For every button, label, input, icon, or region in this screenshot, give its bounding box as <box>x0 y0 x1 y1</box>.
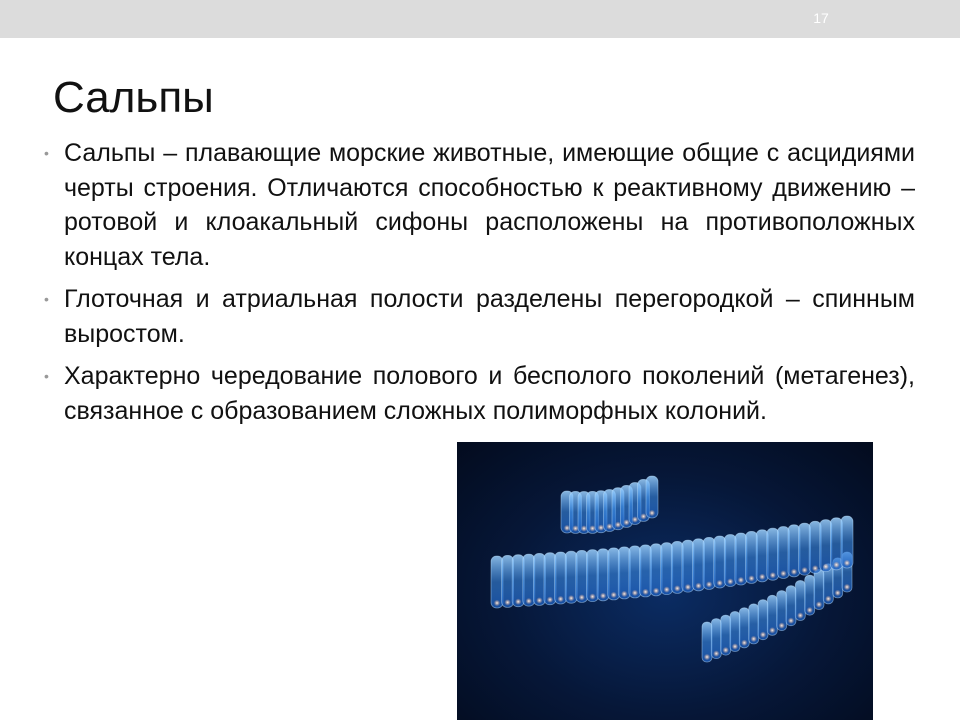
salp-nucleus <box>844 584 850 590</box>
salp-nucleus <box>816 601 822 607</box>
salp-nucleus <box>780 570 786 576</box>
bullet-text: Характерно чередование полового и бесполого поколений (метагенез), связанное с образованием сложных полиморфных колоний. <box>64 362 915 425</box>
salp-nucleus <box>760 632 766 638</box>
salp-nucleus <box>611 592 617 598</box>
salp-nucleus <box>653 588 659 594</box>
slide-number: 17 <box>813 10 829 26</box>
salp-nucleus <box>769 627 775 633</box>
salp-nucleus <box>515 599 521 605</box>
bullet-list <box>40 136 915 436</box>
salp-nucleus <box>706 581 712 587</box>
salp-colony-illustration <box>457 442 873 720</box>
bullet-item <box>40 136 915 274</box>
salp-nucleus <box>812 565 818 571</box>
salp-nucleus <box>779 622 785 628</box>
salp-chain-upper <box>561 476 658 534</box>
salp-nucleus <box>640 513 646 519</box>
salp-nucleus <box>833 562 839 568</box>
salp-nucleus <box>589 593 595 599</box>
slide-title: Сальпы <box>53 73 214 122</box>
salp-nucleus <box>738 577 744 583</box>
salp-nucleus <box>547 597 553 603</box>
salp-nucleus <box>801 567 807 573</box>
top-bar <box>0 0 960 38</box>
salp-nucleus <box>494 600 500 606</box>
salp-nucleus <box>579 594 585 600</box>
salp-nucleus <box>568 595 574 601</box>
salp-nucleus <box>642 589 648 595</box>
bullet-text: Сальпы – плавающие морские животные, имеющие общие с асцидиями черты строения. Отличаются способностью к реактивному движению – ротовой и клоакальный сифоны расположены на противоположных концах тела. <box>64 139 915 271</box>
salp-nucleus <box>823 563 829 569</box>
salp-nucleus <box>741 640 747 646</box>
salp-nucleus <box>557 596 563 602</box>
salp-nucleus <box>797 612 803 618</box>
salp-nucleus <box>704 654 710 660</box>
salp-nucleus <box>685 584 691 590</box>
salp-nucleus <box>526 598 532 604</box>
salp-nucleus <box>788 618 794 624</box>
salp-nucleus <box>748 575 754 581</box>
salp-nucleus <box>835 590 841 596</box>
salp-nucleus <box>713 650 719 656</box>
salp-nucleus <box>695 583 701 589</box>
bullet-dot-icon: • <box>44 145 49 161</box>
bullet-text: Глоточная и атриальная полости разделены перегородкой – спинным выростом. <box>64 285 915 348</box>
salp-nucleus <box>504 599 510 605</box>
salp-nucleus <box>807 607 813 613</box>
salp-nucleus <box>825 596 831 602</box>
salp-nucleus <box>732 643 738 649</box>
salp-nucleus <box>791 569 797 575</box>
salp-nucleus <box>649 510 655 516</box>
salp-nucleus <box>674 585 680 591</box>
bullet-dot-icon: • <box>44 368 49 384</box>
salp-colony-photo <box>457 442 873 720</box>
salp-nucleus <box>759 574 765 580</box>
salp-nucleus <box>844 560 850 566</box>
salp-nucleus <box>600 593 606 599</box>
salp-nucleus <box>664 586 670 592</box>
bullet-item <box>40 359 915 428</box>
salp-nucleus <box>536 597 542 603</box>
salp-nucleus <box>632 590 638 596</box>
salp-nucleus <box>770 572 776 578</box>
bullet-dot-icon: • <box>44 291 49 307</box>
bullet-item <box>40 282 915 351</box>
salp-nucleus <box>723 647 729 653</box>
salp-nucleus <box>717 580 723 586</box>
salp-nucleus <box>751 636 757 642</box>
salp-nucleus <box>621 591 627 597</box>
salp-nucleus <box>727 578 733 584</box>
